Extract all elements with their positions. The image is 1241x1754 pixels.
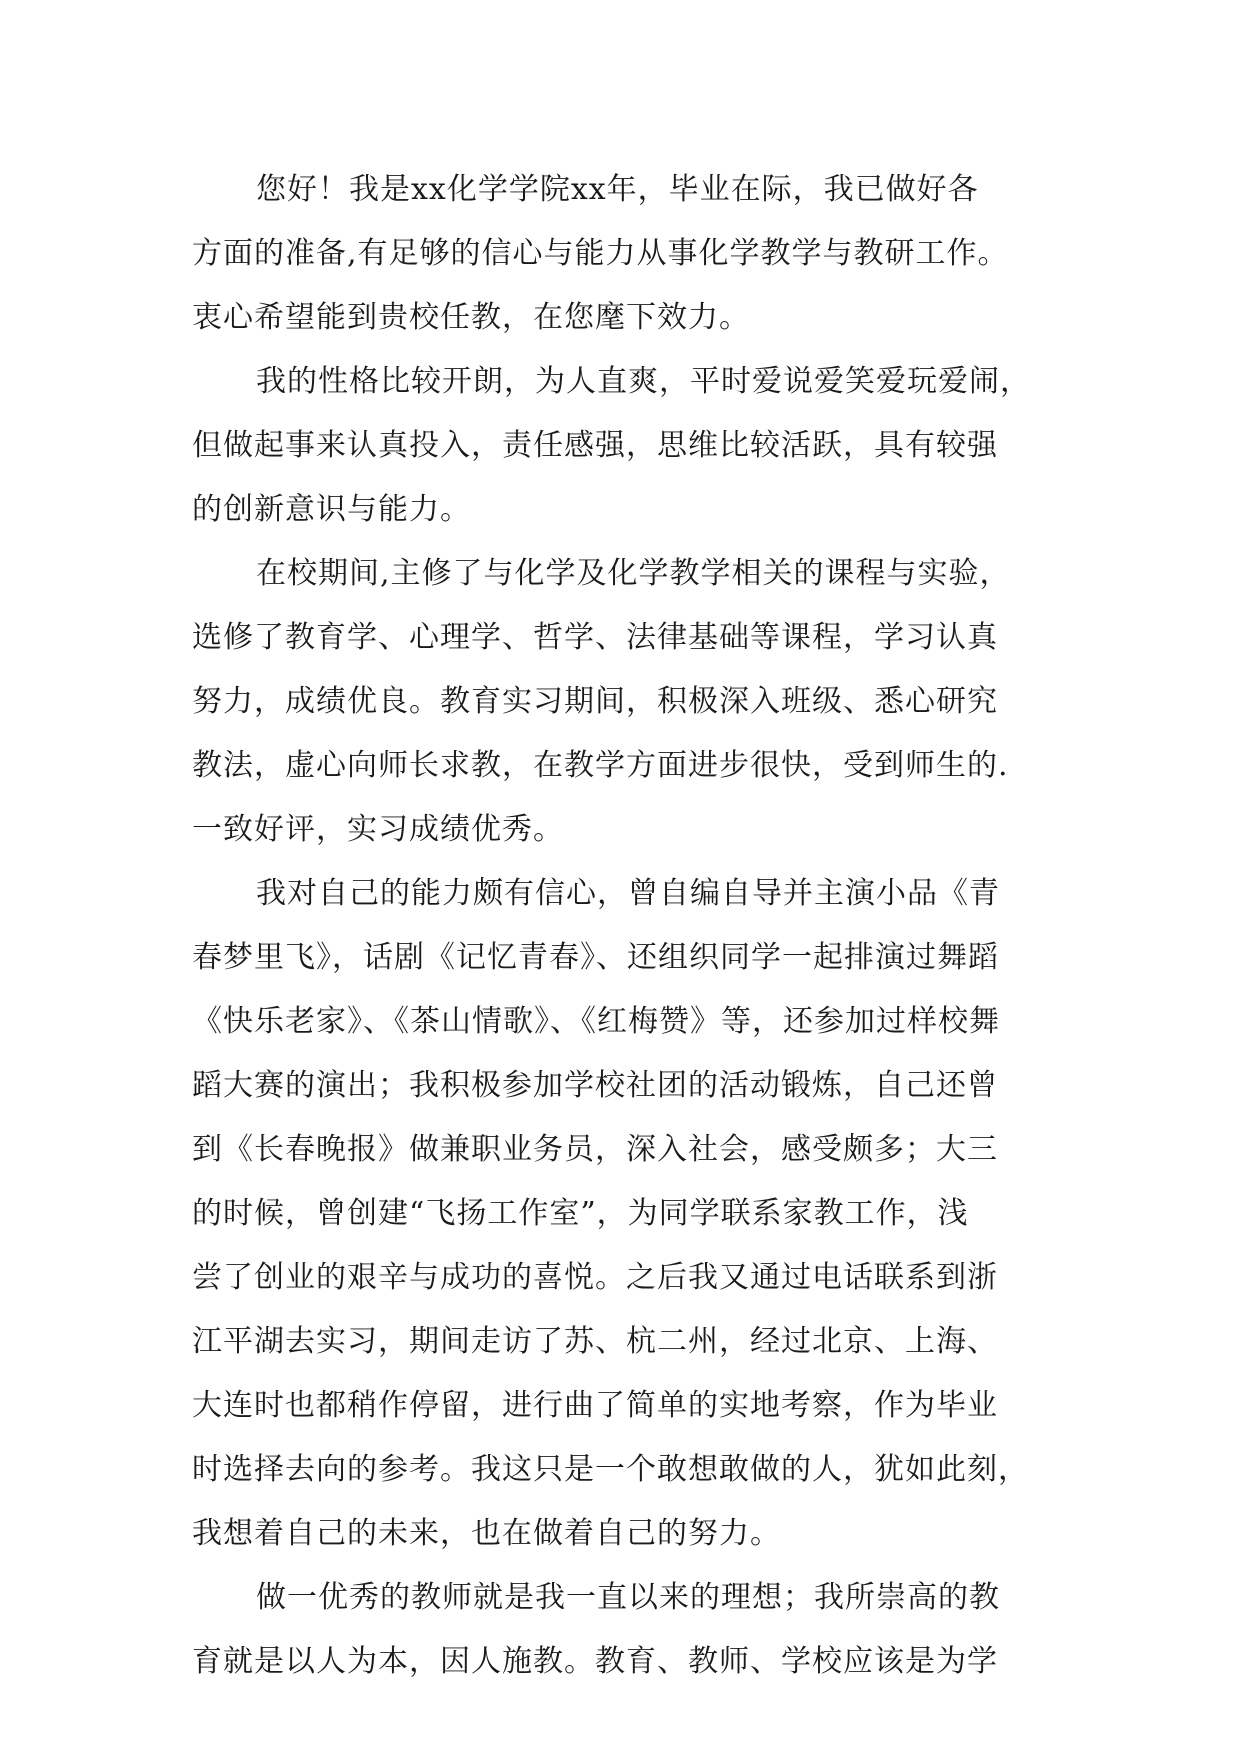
text-line: 的创新意识与能力。 <box>192 492 471 527</box>
text-line: 在校期间,主修了与化学及化学教学相关的课程与实验， <box>256 556 1011 591</box>
text-line: 江平湖去实习，期间走访了苏、杭二州，经过北京、上海、 <box>192 1324 998 1359</box>
text-line: 《快乐老家》、《茶山情歌》、《红梅赞》等，还参加过样校舞 <box>192 1004 1000 1039</box>
text-line: 一致好评，实习成绩优秀。 <box>192 812 564 847</box>
text-line: 尝了创业的艰辛与成功的喜悦。之后我又通过电话联系到浙 <box>192 1260 998 1295</box>
text-line: 大连时也都稍作停留，进行曲了简单的实地考察，作为毕业 <box>192 1388 998 1423</box>
text-line: 方面的准备,有足够的信心与能力从事化学教学与教研工作。 <box>192 236 1009 271</box>
text-line: 蹈大赛的演出；我积极参加学校社团的活动锻炼，自己还曾 <box>192 1068 998 1103</box>
letter-body <box>192 158 1052 1694</box>
text-line: 的时候，曾创建“飞扬工作室”，为同学联系家教工作，浅 <box>192 1196 969 1231</box>
text-line: 选修了教育学、心理学、哲学、法律基础等课程，学习认真 <box>192 620 998 655</box>
text-line: 育就是以人为本，因人施教。教育、教师、学校应该是为学 <box>192 1644 998 1679</box>
text-line: 到《长春晚报》做兼职业务员，深入社会，感受颇多；大三 <box>192 1132 998 1167</box>
text-line: 努力，成绩优良。教育实习期间，积极深入班级、悉心研究 <box>192 684 998 719</box>
text-line: 我想着自己的未来，也在做着自己的努力。 <box>192 1516 781 1551</box>
text-line: 衷心希望能到贵校任教，在您麾下效力。 <box>192 300 750 335</box>
text-line: 春梦里飞》，话剧《记忆青春》、还组织同学一起排演过舞蹈 <box>192 940 999 975</box>
text-line: 但做起事来认真投入，责任感强，思维比较活跃，具有较强 <box>192 428 998 463</box>
text-line: 时选择去向的参考。我这只是一个敢想敢做的人，犹如此刻， <box>192 1452 1029 1487</box>
text-line: 我对自己的能力颇有信心，曾自编自导并主演小品《青 <box>256 876 1000 911</box>
text-line: 我的性格比较开朗，为人直爽，平时爱说爱笑爱玩爱闹， <box>256 364 1031 399</box>
text-line: 教法，虚心向师长求教，在教学方面进步很快，受到师生的. <box>192 748 1009 783</box>
text-line: 做一优秀的教师就是我一直以来的理想；我所崇高的教 <box>256 1580 1000 1615</box>
text-line: 您好！我是xx化学学院xx年，毕业在际，我已做好各 <box>256 172 979 207</box>
